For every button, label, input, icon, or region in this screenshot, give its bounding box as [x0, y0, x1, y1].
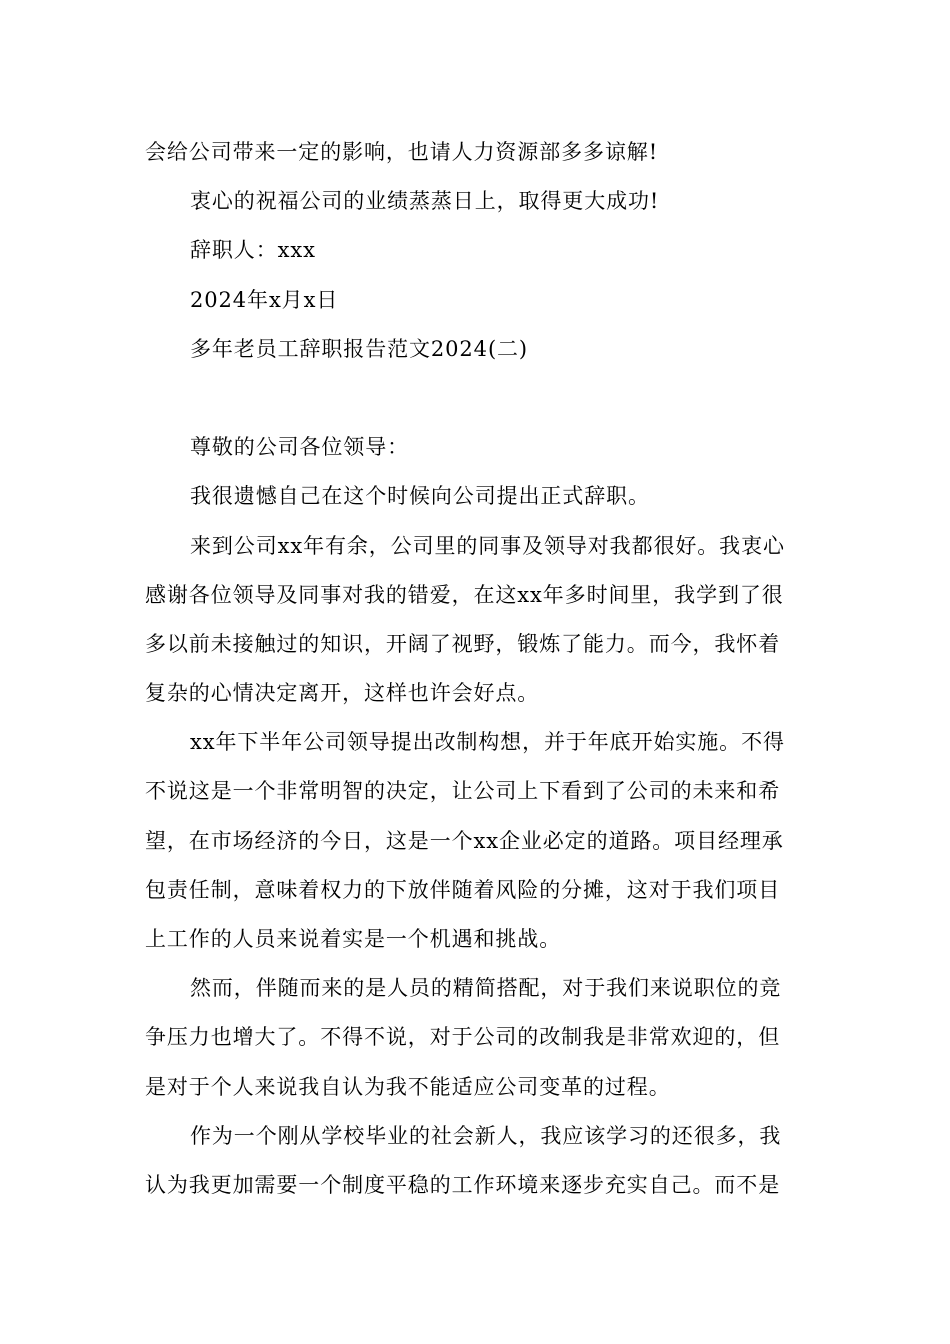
paragraph-line: 作为一个刚从学校毕业的社会新人，我应该学习的还很多，我 — [190, 1123, 782, 1148]
text-line-wishes: 衷心的祝福公司的业绩蒸蒸日上，取得更大成功! — [190, 189, 660, 214]
blank-line — [145, 374, 807, 423]
paragraph-line: 多以前未接触过的知识，开阔了视野，锻炼了能力。而今，我怀着 — [145, 631, 781, 656]
paragraph-5 — [145, 1112, 807, 1210]
paragraph-3 — [145, 718, 807, 964]
paragraph-line: 感谢各位领导及同事对我的错爱，在这xx年多时间里，我学到了很 — [145, 582, 784, 607]
paragraph-line: 上工作的人员来说着实是一个机遇和挑战。 — [145, 927, 562, 951]
paragraph-2 — [145, 522, 807, 719]
paragraph-line: 望，在市场经济的今日，这是一个xx企业必定的道路。项目经理承 — [145, 828, 784, 853]
paragraph-line: 争压力也增大了。不得不说，对于公司的改制我是非常欢迎的，但 — [145, 1025, 781, 1050]
paragraph-line: 不说这是一个非常明智的决定，让公司上下看到了公司的未来和希 — [145, 779, 781, 804]
paragraph-line: 包责任制，意味着权力的下放伴随着风险的分摊，这对于我们项目 — [145, 877, 781, 902]
text-line-signer: 辞职人：xxx — [190, 238, 316, 263]
document-page — [145, 128, 807, 1210]
paragraph-line: 认为我更加需要一个制度平稳的工作环境来逐步充实自己。而不是 — [145, 1172, 781, 1197]
text-line-date: 2024年x月x日 — [190, 287, 339, 312]
section-title: 多年老员工辞职报告范文2024(二) — [190, 336, 529, 361]
paragraph-4 — [145, 964, 807, 1112]
salutation: 尊敬的公司各位领导： — [190, 435, 409, 460]
paragraph-line: 是对于个人来说我自认为我不能适应公司变革的过程。 — [145, 1074, 671, 1099]
paragraph-line: 然而，伴随而来的是人员的精简搭配，对于我们来说职位的竞 — [190, 976, 782, 1001]
text-line-closing-apology: 会给公司带来一定的影响，也请人力资源部多多谅解! — [145, 140, 659, 164]
paragraph-line: 复杂的心情决定离开，这样也许会好点。 — [145, 681, 540, 706]
paragraph-line: 来到公司xx年有余，公司里的同事及领导对我都很好。我衷心 — [190, 533, 785, 558]
paragraph-intro: 我很遗憾自己在这个时候向公司提出正式辞职。 — [190, 484, 650, 509]
paragraph-line: xx年下半年公司领导提出改制构想，并于年底开始实施。不得 — [190, 730, 785, 755]
